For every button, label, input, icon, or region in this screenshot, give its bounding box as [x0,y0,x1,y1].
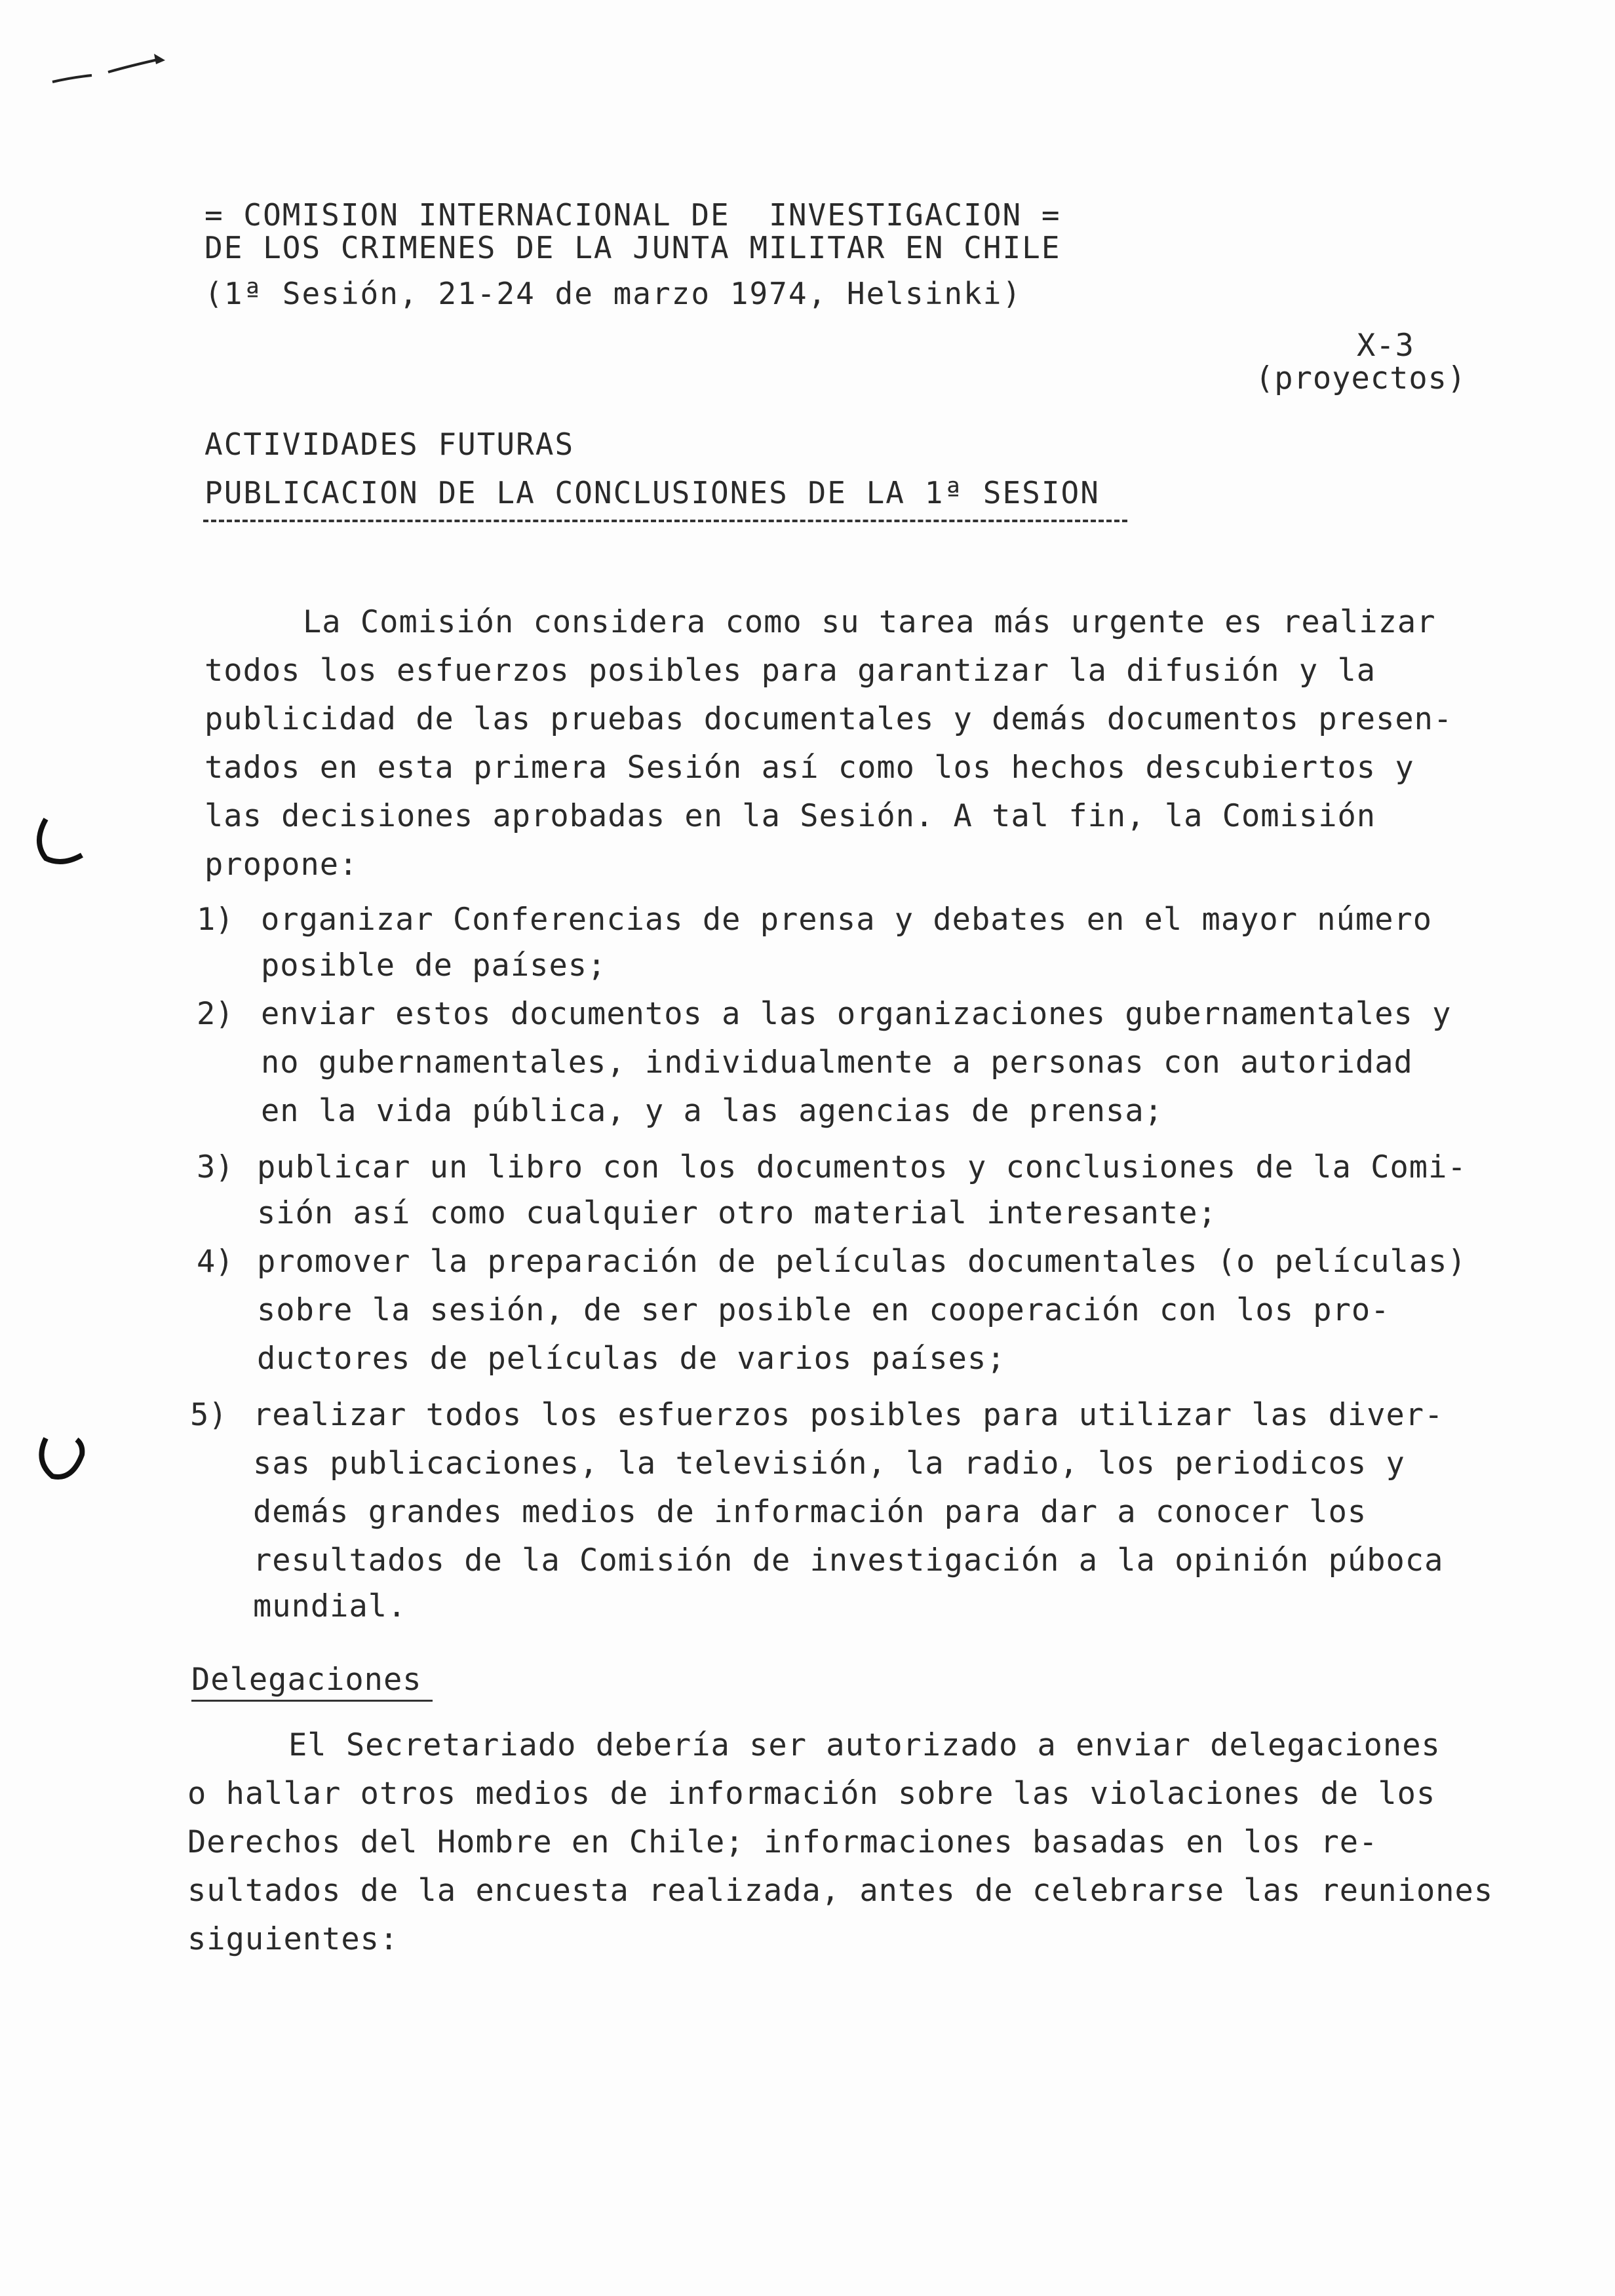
list-item-line: sión así como cualquier otro material interesante; [257,1195,1217,1231]
intro-line: La Comisión considera como su tarea más urgente es realizar [303,604,1436,640]
delegaciones-heading: Delegaciones [191,1662,422,1698]
commission-title-line-1: = COMISION INTERNACIONAL DE INVESTIGACION = [204,197,1061,233]
intro-line: las decisiones aprobadas en la Sesión. A tal fin, la Comisión [204,798,1376,834]
list-item-line: no gubernamentales, individualmente a personas con autoridad [261,1044,1413,1081]
list-item-line: publicar un libro con los documentos y conclusiones de la Comi- [257,1149,1467,1185]
document-code: X-3 [1357,328,1414,364]
list-item-line: sas publicaciones, la televisión, la radio, los periodicos y [253,1445,1405,1482]
commission-title-line-2: DE LOS CRIMENES DE LA JUNTA MILITAR EN CHILE [204,230,1061,265]
list-item-line: resultados de la Comisión de investigación a la opinión púboca [253,1542,1444,1578]
list-item-line: posible de países; [261,947,607,984]
list-item-line: enviar estos documentos a las organizaciones gubernamentales y [261,996,1452,1032]
margin-mark [26,813,92,871]
list-item-line: demás grandes medios de información para dar a conocer los [253,1494,1367,1530]
intro-line: propone: [204,847,359,883]
list-item-line: ductores de películas de varios países; [257,1341,1006,1377]
margin-mark [29,1425,95,1491]
delegaciones-line: Derechos del Hombre en Chile; informaciones basadas en los re- [187,1824,1378,1860]
list-item-line: sobre la sesión, de ser posible en cooperación con los pro- [257,1292,1390,1328]
list-item-number: 5) [190,1397,227,1433]
list-item-line: promover la preparación de películas documentales (o películas) [257,1244,1467,1280]
delegaciones-line: El Secretariado debería ser autorizado a enviar delegaciones [288,1727,1441,1763]
pen-mark [46,46,177,92]
section-title-line-1: ACTIVIDADES FUTURAS [204,427,575,462]
list-item-number: 3) [197,1149,234,1185]
delegaciones-line: siguientes: [187,1921,399,1957]
list-item-number: 1) [197,902,234,938]
title-divider [203,520,1127,522]
delegaciones-line: o hallar otros medios de información sobre las violaciones de los [187,1776,1436,1812]
intro-line: publicidad de las pruebas documentales y demás documentos presen- [204,701,1453,737]
intro-line: tados en esta primera Sesión así como los hechos descubiertos y [204,750,1414,786]
list-item-line: organizar Conferencias de prensa y debates en el mayor número [261,902,1433,938]
list-item-line: realizar todos los esfuerzos posibles para utilizar las diver- [253,1397,1444,1433]
session-info: (1ª Sesión, 21-24 de marzo 1974, Helsinki) [204,276,1022,311]
list-item-line: mundial. [253,1588,407,1624]
heading-underline [191,1700,433,1702]
document-note: (proyectos) [1255,360,1467,396]
section-title-line-2: PUBLICACION DE LA CONCLUSIONES DE LA 1ª SESION [204,475,1100,510]
delegaciones-line: sultados de la encuesta realizada, antes de celebrarse las reuniones [187,1873,1494,1909]
list-item-number: 4) [197,1244,234,1280]
list-item-number: 2) [197,996,234,1032]
intro-line: todos los esfuerzos posibles para garantizar la difusión y la [204,653,1376,689]
list-item-line: en la vida pública, y a las agencias de prensa; [261,1093,1163,1129]
